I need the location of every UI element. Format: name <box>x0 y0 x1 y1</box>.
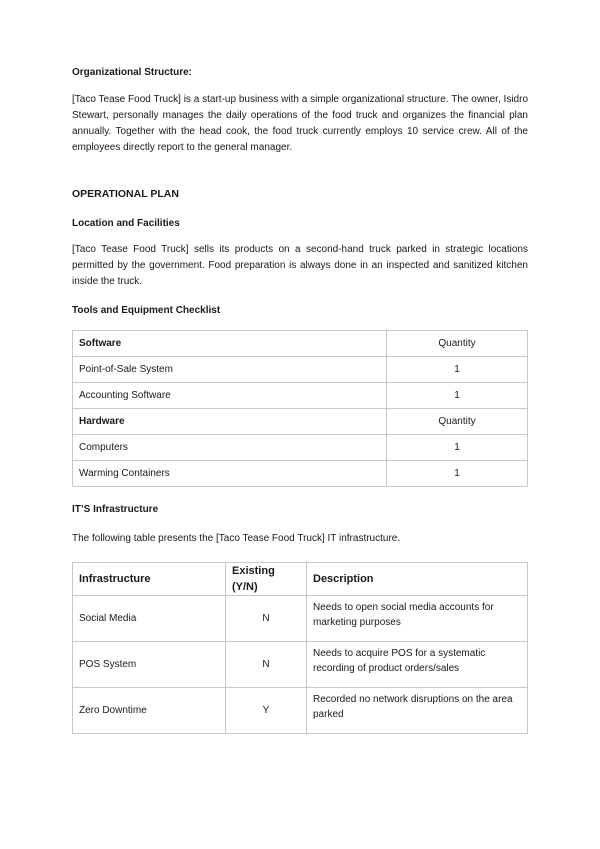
org-paragraph: [Taco Tease Food Truck] is a start-up business with a simple organizational structure. The owner, Isidro Stewart, personally manages the daily operations of the food truck and organizes the financial plan annually. Together with the head cook, the food truck currently employs 10 service crew. All of the employees directly report to the general manager. <box>72 94 528 153</box>
tool-qty: 1 <box>387 383 528 409</box>
infra-existing: N <box>226 642 307 688</box>
table-row <box>73 357 528 383</box>
tool-qty: 1 <box>387 461 528 487</box>
it-intro: The following table presents the [Taco Tease Food Truck] IT infrastructure. <box>72 533 401 544</box>
table-row <box>73 688 528 734</box>
table-row <box>73 596 528 642</box>
infra-name: POS System <box>73 642 226 688</box>
tool-qty: 1 <box>387 435 528 461</box>
tool-name: Accounting Software <box>73 383 387 409</box>
software-qty-header: Quantity <box>387 331 528 357</box>
infra-name: Zero Downtime <box>73 688 226 734</box>
infra-description: Recorded no network disruptions on the area parked <box>307 688 528 734</box>
hardware-header: Hardware <box>73 409 387 435</box>
software-header: Software <box>73 331 387 357</box>
table-row <box>73 383 528 409</box>
col-infrastructure: Infrastructure <box>73 563 226 596</box>
tools-table <box>72 330 528 487</box>
org-heading: Organizational Structure: <box>72 67 193 78</box>
infra-description: Needs to open social media accounts for marketing purposes <box>307 596 528 642</box>
tool-name: Warming Containers <box>73 461 387 487</box>
tool-name: Point-of-Sale System <box>73 357 387 383</box>
tool-name: Computers <box>73 435 387 461</box>
col-existing: Existing (Y/N) <box>226 563 307 596</box>
infra-existing: Y <box>226 688 307 734</box>
infrastructure-table <box>72 562 528 734</box>
tool-qty: 1 <box>387 357 528 383</box>
infra-description: Needs to acquire POS for a systematic recording of product orders/sales <box>307 642 528 688</box>
table-row <box>73 409 528 435</box>
location-heading: Location and Facilities <box>72 218 180 229</box>
infra-name: Social Media <box>73 596 226 642</box>
hardware-qty-header: Quantity <box>387 409 528 435</box>
col-description: Description <box>307 563 528 596</box>
operational-plan-heading: OPERATIONAL PLAN <box>72 188 179 200</box>
table-row <box>73 331 528 357</box>
table-header-row <box>73 563 528 596</box>
table-row <box>73 461 528 487</box>
table-row <box>73 435 528 461</box>
table-row <box>73 642 528 688</box>
tools-heading: Tools and Equipment Checklist <box>72 305 221 316</box>
it-heading: IT’S Infrastructure <box>72 504 159 515</box>
infra-existing: N <box>226 596 307 642</box>
location-paragraph: [Taco Tease Food Truck] sells its products on a second-hand truck parked in strategic locations permitted by the government. Food preparation is always done in an inspected and sanitized kitchen inside the truck. <box>72 244 528 287</box>
document-page <box>72 66 528 734</box>
